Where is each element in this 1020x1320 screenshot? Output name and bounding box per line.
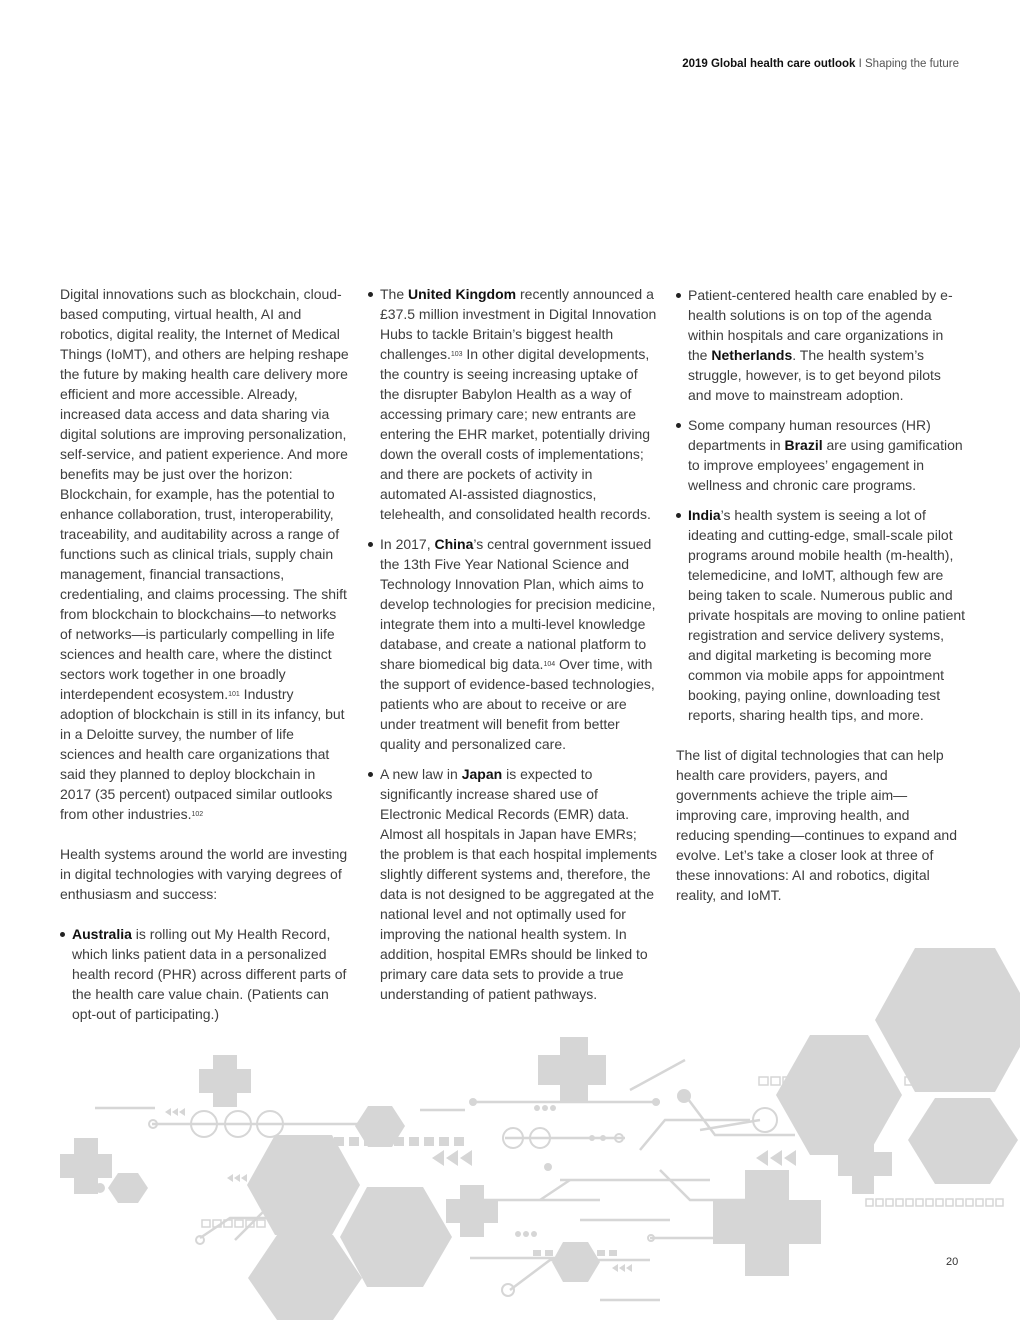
report-title: 2019 Global health care outlook bbox=[682, 58, 856, 70]
hexagon-shape bbox=[908, 1098, 1018, 1184]
closing-paragraph: The list of digital technologies that can help health care providers, payers, and governments achieve the triple aim—improving care, improving health, and reducing spending—continues to expand and evolve. Let’s take a closer look at three of these innovations: AI and robotics, digital reality, and IoMT. bbox=[676, 747, 957, 903]
header-separator: I bbox=[855, 58, 865, 70]
running-header bbox=[682, 58, 959, 70]
arrow-shape bbox=[612, 1264, 632, 1272]
list-item-netherlands: Patient-centered health care enabled by e-health solutions is on top of the agenda within hospitals and care organizations in the Netherlands. The health system’s struggle, however, is to get beyond pilots and move to mainstream adoption. bbox=[676, 285, 966, 405]
list-item-china: In 2017, China’s central government issued the 13th Five Year National Science and Technology Innovation Plan, which aims to develop technologies for precision medicine, integrate them into a multi-level knowledge database, and create a national platform to share biomedical big data.$^{104}$ Over time, with the support of evidence-based technologies, patients who are about to receive or are under treatment will benefit from better quality and personalized care. bbox=[368, 534, 658, 754]
hexagon-shape bbox=[552, 1242, 600, 1282]
footnote-ref: 104 bbox=[543, 661, 556, 668]
arrow-shape bbox=[165, 1108, 185, 1116]
list-item-australia: Australia is rolling out My Health Record, which links patient data in a personalized health record (PHR) across different parts of the health care value chain. (Patients can opt-out of participating.) bbox=[60, 924, 350, 1024]
list-item-united-kingdom: The United Kingdom recently announced a £37.5 million investment in Digital Innovation Hubs to tackle Britain’s biggest health challenges.$^{103}$ In other digital developments, the country is seeing increasing uptake of the disrupter Babylon Health as a way of accessing primary care; new entrants are entering the EHR market, potentially driving down the overall costs of implementations; and there are pockets of activity in automated AI-assisted diagnostics, telehealth, and consolidated health records. bbox=[368, 284, 658, 524]
column-left bbox=[60, 284, 350, 1034]
footnote-ref: 102 bbox=[191, 811, 204, 818]
arrow-shape bbox=[432, 1150, 472, 1166]
list-item-japan: A new law in Japan is expected to significantly increase shared use of Electronic Medical Records (EMR) data. Almost all hospitals in Japan have EMRs; the problem is that each hospital implements slightly different systems and, therefore, the data is not designed to be aggregated at the national level and not optimally used for improving the national health system. In addition, hospital EMRs should be linked to primary care data sets to provide a true understanding of patient pathways. bbox=[368, 764, 658, 1004]
page-number: 20 bbox=[946, 1256, 959, 1268]
intro-paragraph: Digital innovations such as blockchain, cloud-based computing, virtual health, AI and robotics, digital reality, the Internet of Medical Things (IoMT), and others are helping reshape the future by making health care delivery more efficient and more accessible. Already, increased data access and data sharing via digital solutions are improving personalization, self-service, and patient experience. And more benefits may be just over the horizon: Blockchain, for example, has the potential to enhance collaboration, trust, interoperability, traceability, and auditability across a range of functions such as clinical trials, supply chain management, financial transactions, credentialing, and claims processing. The shift from blockchain to blockchains—to networks of networks—is particularly compelling in life sciences and health care, where the distinct sectors work together in one broadly interdependent ecosystem.$^{101}$ Industry adoption of blockchain is still in its infancy, but in a Deloitte survey, the number of life sciences and health care organizations that said they planned to deploy blockchain in 2017 (35 percent) outpaced similar outlooks from other industries.$^{102}$ bbox=[60, 286, 349, 822]
hexagon-shape bbox=[108, 1173, 148, 1203]
footnote-ref: 103 bbox=[450, 351, 463, 358]
list-item-brazil: Some company human resources (HR) departments in Brazil are using gamification to improve employees’ engagement in wellness and chronic care programs. bbox=[676, 415, 966, 495]
column-right bbox=[676, 285, 966, 925]
plus-shape bbox=[446, 1185, 498, 1237]
country-list bbox=[676, 285, 966, 725]
arrow-shape bbox=[756, 1150, 796, 1166]
report-subtitle: Shaping the future bbox=[865, 58, 959, 70]
health-systems-paragraph: Health systems around the world are investing in digital technologies with varying degrees of enthusiasm and success: bbox=[60, 846, 348, 902]
plus-shape bbox=[199, 1055, 251, 1107]
country-list bbox=[368, 284, 658, 1004]
footnote-ref: 101 bbox=[228, 691, 240, 698]
list-item-india: India’s health system is seeing a lot of ideating and cutting-edge, small-scale pilot programs around mobile health (m-health), telemedicine, and IoMT, although few are being taken to scale. Numerous public and private hospitals are moving to online patient registration and service delivery systems, and digital marketing is becoming more common via mobile apps for appointment booking, paying online, downloading test reports, sharing health tips, and more. bbox=[676, 505, 966, 725]
country-list bbox=[60, 924, 350, 1024]
hexagon-shape bbox=[875, 948, 1020, 1092]
hexagon-shape bbox=[776, 1035, 902, 1155]
column-middle bbox=[368, 284, 658, 1014]
hexagon-shape bbox=[248, 1235, 362, 1320]
plus-shape bbox=[713, 1170, 821, 1276]
arrow-shape bbox=[227, 1174, 247, 1182]
plus-shape bbox=[538, 1037, 606, 1103]
